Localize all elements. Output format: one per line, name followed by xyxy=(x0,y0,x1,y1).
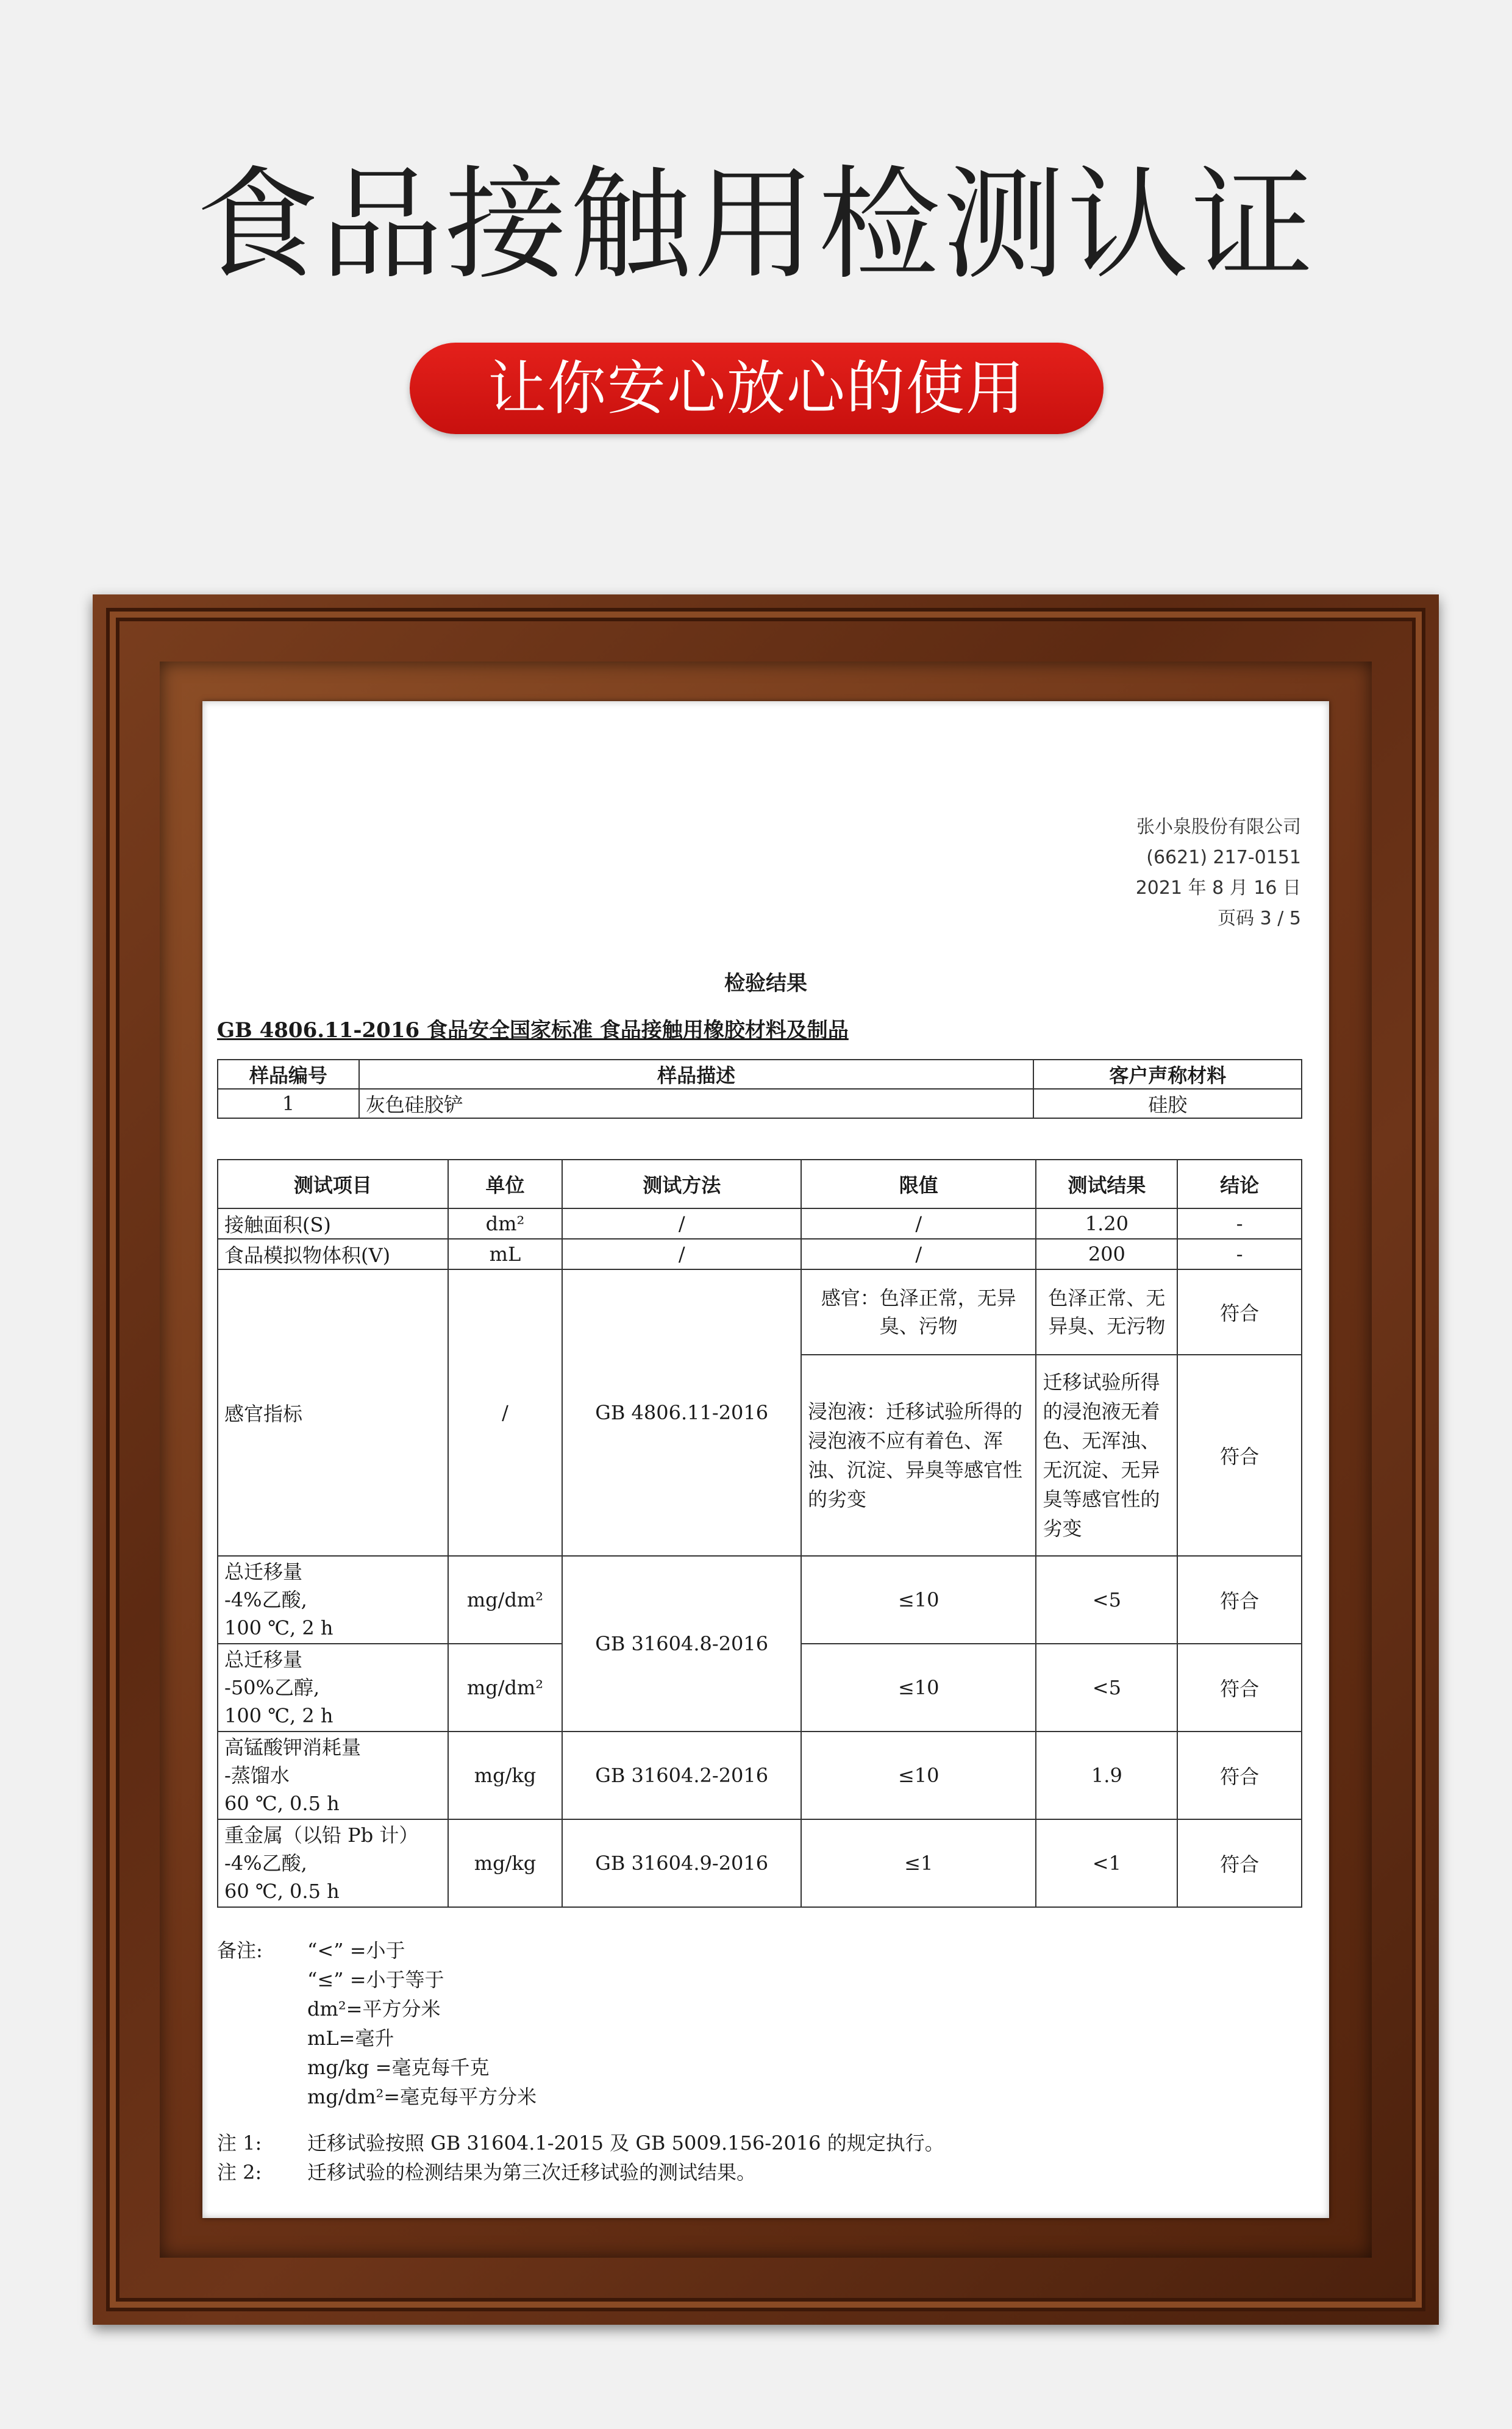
item-line: -蒸馏水 xyxy=(224,1764,290,1787)
remarks-label: 备注: xyxy=(217,1939,263,1962)
header-unit: 单位 xyxy=(448,1160,563,1208)
limit-cell: ≤10 xyxy=(801,1644,1036,1732)
company-name: 张小泉股份有限公司 xyxy=(1136,816,1301,838)
conclusion-cell: 符合 xyxy=(1177,1556,1302,1644)
remark-line: mL=毫升 xyxy=(307,2027,394,2050)
item-cell xyxy=(218,1644,448,1732)
header-conclusion: 结论 xyxy=(1177,1160,1302,1208)
limit-cell: ≤1 xyxy=(801,1819,1036,1907)
footnote-text: 迁移试验的检测结果为第三次迁移试验的测试结果。 xyxy=(307,2161,757,2184)
limit-cell: ≤10 xyxy=(801,1556,1036,1644)
header-method: 测试方法 xyxy=(562,1160,801,1208)
sample-desc: 灰色硅胶铲 xyxy=(359,1089,1034,1118)
unit-cell: mL xyxy=(448,1239,563,1269)
remark-line: mg/kg =毫克每千克 xyxy=(307,2056,490,2079)
conclusion-cell: 符合 xyxy=(1177,1355,1302,1556)
limit-cell: / xyxy=(801,1239,1036,1269)
unit-cell: mg/kg xyxy=(448,1819,563,1907)
method-cell: GB 31604.2-2016 xyxy=(562,1732,801,1819)
sample-material: 硅胶 xyxy=(1033,1089,1302,1118)
remarks xyxy=(217,1936,537,2111)
table-row xyxy=(218,1089,1302,1118)
conclusion-cell: 符合 xyxy=(1177,1819,1302,1907)
result-cell: <5 xyxy=(1036,1644,1177,1732)
item-line: 总迁移量 xyxy=(224,1560,303,1583)
result-cell: <1 xyxy=(1036,1819,1177,1907)
header-material: 客户声称材料 xyxy=(1033,1060,1302,1089)
unit-cell: / xyxy=(448,1269,563,1556)
table-row xyxy=(218,1819,1302,1907)
result-cell: 200 xyxy=(1036,1239,1177,1269)
item-line: 总迁移量 xyxy=(224,1648,303,1671)
remark-line: mg/dm²=毫克每平方分米 xyxy=(307,2085,537,2108)
footnote-text: 迁移试验按照 GB 31604.1-2015 及 GB 5009.156-2016 的规定执行。 xyxy=(307,2131,944,2155)
item-cell: 感官指标 xyxy=(218,1269,448,1556)
limit-cell: 感官：色泽正常，无异臭、污物 xyxy=(801,1269,1036,1355)
result-cell: 色泽正常、无异臭、无污物 xyxy=(1036,1269,1177,1355)
result-cell: 1.9 xyxy=(1036,1732,1177,1819)
method-cell: GB 4806.11-2016 xyxy=(562,1269,801,1556)
table-row xyxy=(218,1208,1302,1239)
unit-cell: dm² xyxy=(448,1208,563,1239)
method-cell: GB 31604.8-2016 xyxy=(562,1556,801,1732)
table-row xyxy=(218,1732,1302,1819)
document-header xyxy=(1136,812,1301,934)
remark-line: “<” =小于 xyxy=(307,1939,405,1962)
conclusion-cell: 符合 xyxy=(1177,1269,1302,1355)
item-cell: 接触面积(S) xyxy=(218,1208,448,1239)
conclusion-cell: 符合 xyxy=(1177,1644,1302,1732)
result-table xyxy=(217,1159,1302,1908)
item-cell xyxy=(218,1556,448,1644)
unit-cell: mg/dm² xyxy=(448,1556,563,1644)
conclusion-cell: - xyxy=(1177,1208,1302,1239)
footnote-label: 注 1: xyxy=(217,2131,262,2155)
footnote-1 xyxy=(217,2128,944,2156)
sample-id: 1 xyxy=(218,1089,359,1118)
header-test-item: 测试项目 xyxy=(218,1160,448,1208)
table-row xyxy=(218,1239,1302,1269)
header-result: 测试结果 xyxy=(1036,1160,1177,1208)
limit-cell: ≤10 xyxy=(801,1732,1036,1819)
item-line: 100 ℃, 2 h xyxy=(224,1616,333,1639)
result-cell: 1.20 xyxy=(1036,1208,1177,1239)
method-cell: GB 31604.9-2016 xyxy=(562,1819,801,1907)
header-limit: 限值 xyxy=(801,1160,1036,1208)
item-cell: 食品模拟物体积(V) xyxy=(218,1239,448,1269)
result-table-header xyxy=(218,1160,1302,1208)
remark-line: “≤” =小于等于 xyxy=(307,1968,444,1991)
subtitle-badge: 让你安心放心的使用 xyxy=(410,343,1104,434)
result-cell: 迁移试验所得的浸泡液无着色、无浑浊、无沉淀、无异臭等感官性的劣变 xyxy=(1036,1355,1177,1556)
method-cell: / xyxy=(562,1208,801,1239)
method-cell: / xyxy=(562,1239,801,1269)
item-line: 60 ℃, 0.5 h xyxy=(224,1880,340,1903)
conclusion-cell: 符合 xyxy=(1177,1732,1302,1819)
item-cell xyxy=(218,1732,448,1819)
footnote-2 xyxy=(217,2157,756,2185)
sample-table xyxy=(217,1059,1302,1119)
sample-table-header xyxy=(218,1060,1302,1089)
page-number: 页码 3 / 5 xyxy=(1218,908,1301,929)
company-phone: (6621) 217-0151 xyxy=(1146,847,1301,868)
remark-line: dm²=平方分米 xyxy=(307,1997,441,2021)
conclusion-cell: - xyxy=(1177,1239,1302,1269)
footnote-label: 注 2: xyxy=(217,2161,262,2184)
item-line: 100 ℃, 2 h xyxy=(224,1704,333,1727)
item-line: -4%乙酸, xyxy=(224,1588,307,1611)
picture-frame xyxy=(93,594,1439,2325)
result-cell: <5 xyxy=(1036,1556,1177,1644)
item-line: -4%乙酸, xyxy=(224,1852,307,1875)
standard-heading: GB 4806.11-2016 食品安全国家标准 食品接触用橡胶材料及制品 xyxy=(217,1018,849,1043)
header-sample-id: 样品编号 xyxy=(218,1060,359,1089)
unit-cell: mg/kg xyxy=(448,1732,563,1819)
document-title: 检验结果 xyxy=(724,971,807,996)
limit-cell: / xyxy=(801,1208,1036,1239)
table-row xyxy=(218,1556,1302,1644)
item-cell xyxy=(218,1819,448,1907)
unit-cell: mg/dm² xyxy=(448,1644,563,1732)
item-line: 60 ℃, 0.5 h xyxy=(224,1792,340,1815)
item-line: 高锰酸钾消耗量 xyxy=(224,1736,362,1759)
item-line: -50%乙醇, xyxy=(224,1676,320,1699)
item-line: 重金属（以铅 Pb 计） xyxy=(224,1824,419,1847)
page-headline: 食品接触用检测认证 xyxy=(196,154,1316,296)
certificate-document xyxy=(202,701,1329,2218)
table-row xyxy=(218,1269,1302,1355)
limit-cell: 浸泡液：迁移试验所得的浸泡液不应有着色、浑浊、沉淀、异臭等感官性的劣变 xyxy=(801,1355,1036,1556)
report-date: 2021 年 8 月 16 日 xyxy=(1135,877,1301,899)
header-sample-desc: 样品描述 xyxy=(359,1060,1034,1089)
